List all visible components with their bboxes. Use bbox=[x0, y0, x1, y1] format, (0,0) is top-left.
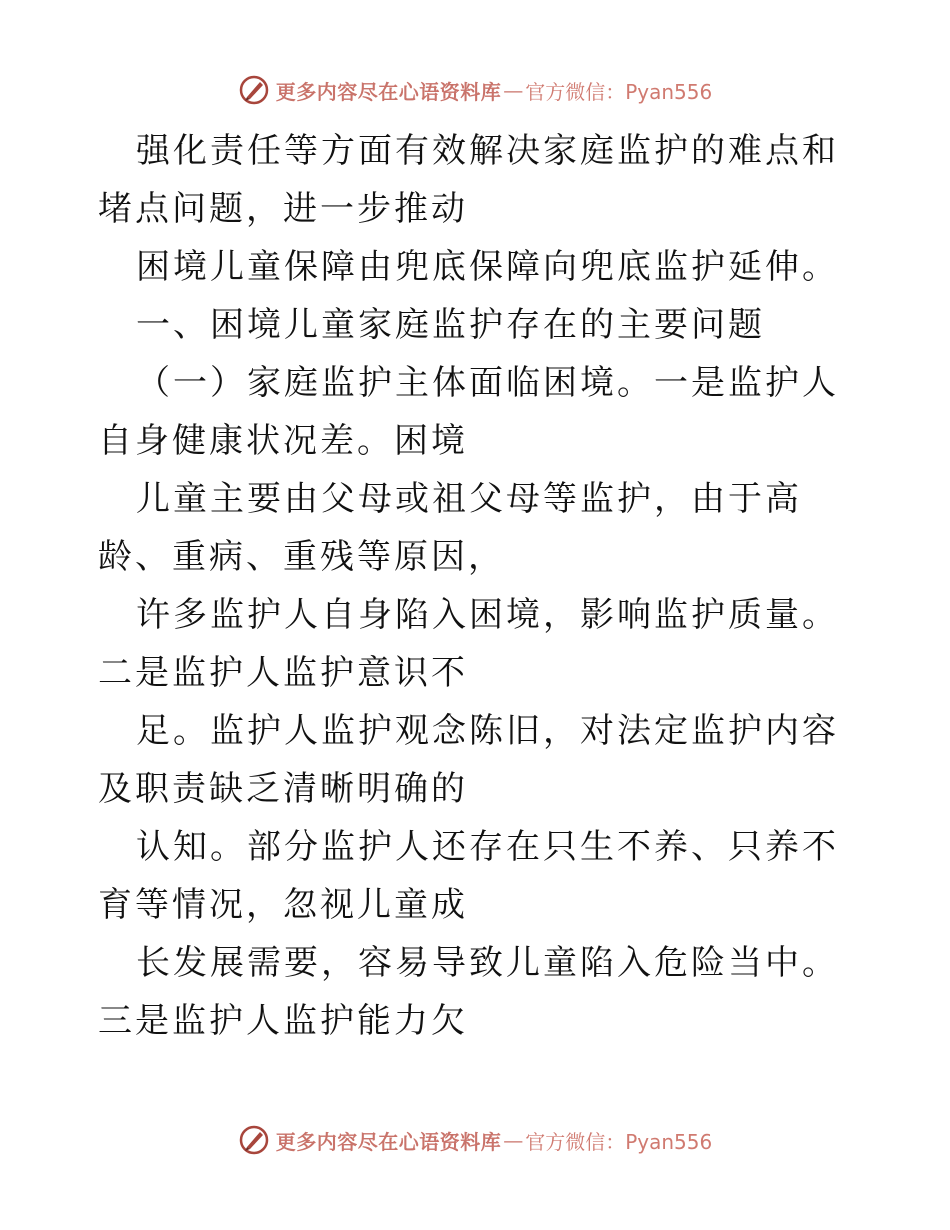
paragraph: 足。监护人监护观念陈旧，对法定监护内容及职责缺乏清晰明确的 bbox=[98, 711, 839, 809]
header-watermark-banner bbox=[0, 70, 950, 110]
paragraph: 许多监护人自身陷入困境，影响监护质量。二是监护人监护意识不 bbox=[98, 595, 839, 693]
banner-separator: — bbox=[503, 78, 524, 102]
banner-site-text: 更多内容尽在心语资料库 bbox=[275, 79, 502, 104]
banner-separator: — bbox=[503, 1128, 524, 1152]
banner-wechat-text: 官方微信：Pyan556 bbox=[525, 79, 713, 104]
section-heading: 一、困境儿童家庭监护存在的主要问题 bbox=[136, 305, 765, 345]
paragraph: 认知。部分监护人还存在只生不养、只养不育等情况，忽视儿童成 bbox=[98, 827, 839, 925]
paragraph: 困境儿童保障由兜底保障向兜底监护延伸。 bbox=[136, 247, 839, 287]
banner-wechat-text: 官方微信：Pyan556 bbox=[525, 1129, 713, 1154]
document-body bbox=[98, 122, 858, 1050]
paragraph: 强化责任等方面有效解决家庭监护的难点和堵点问题，进一步推动 bbox=[98, 131, 839, 229]
quill-pen-circle-icon bbox=[238, 1124, 270, 1156]
quill-pen-circle-icon bbox=[238, 74, 270, 106]
footer-watermark-banner bbox=[0, 1120, 950, 1160]
banner-site-text: 更多内容尽在心语资料库 bbox=[275, 1129, 502, 1154]
paragraph: 儿童主要由父母或祖父母等监护，由于高龄、重病、重残等原因， bbox=[98, 479, 802, 577]
paragraph: （一）家庭监护主体面临困境。一是监护人自身健康状况差。困境 bbox=[98, 363, 839, 461]
paragraph: 长发展需要，容易导致儿童陷入危险当中。三是监护人监护能力欠 bbox=[98, 943, 839, 1041]
